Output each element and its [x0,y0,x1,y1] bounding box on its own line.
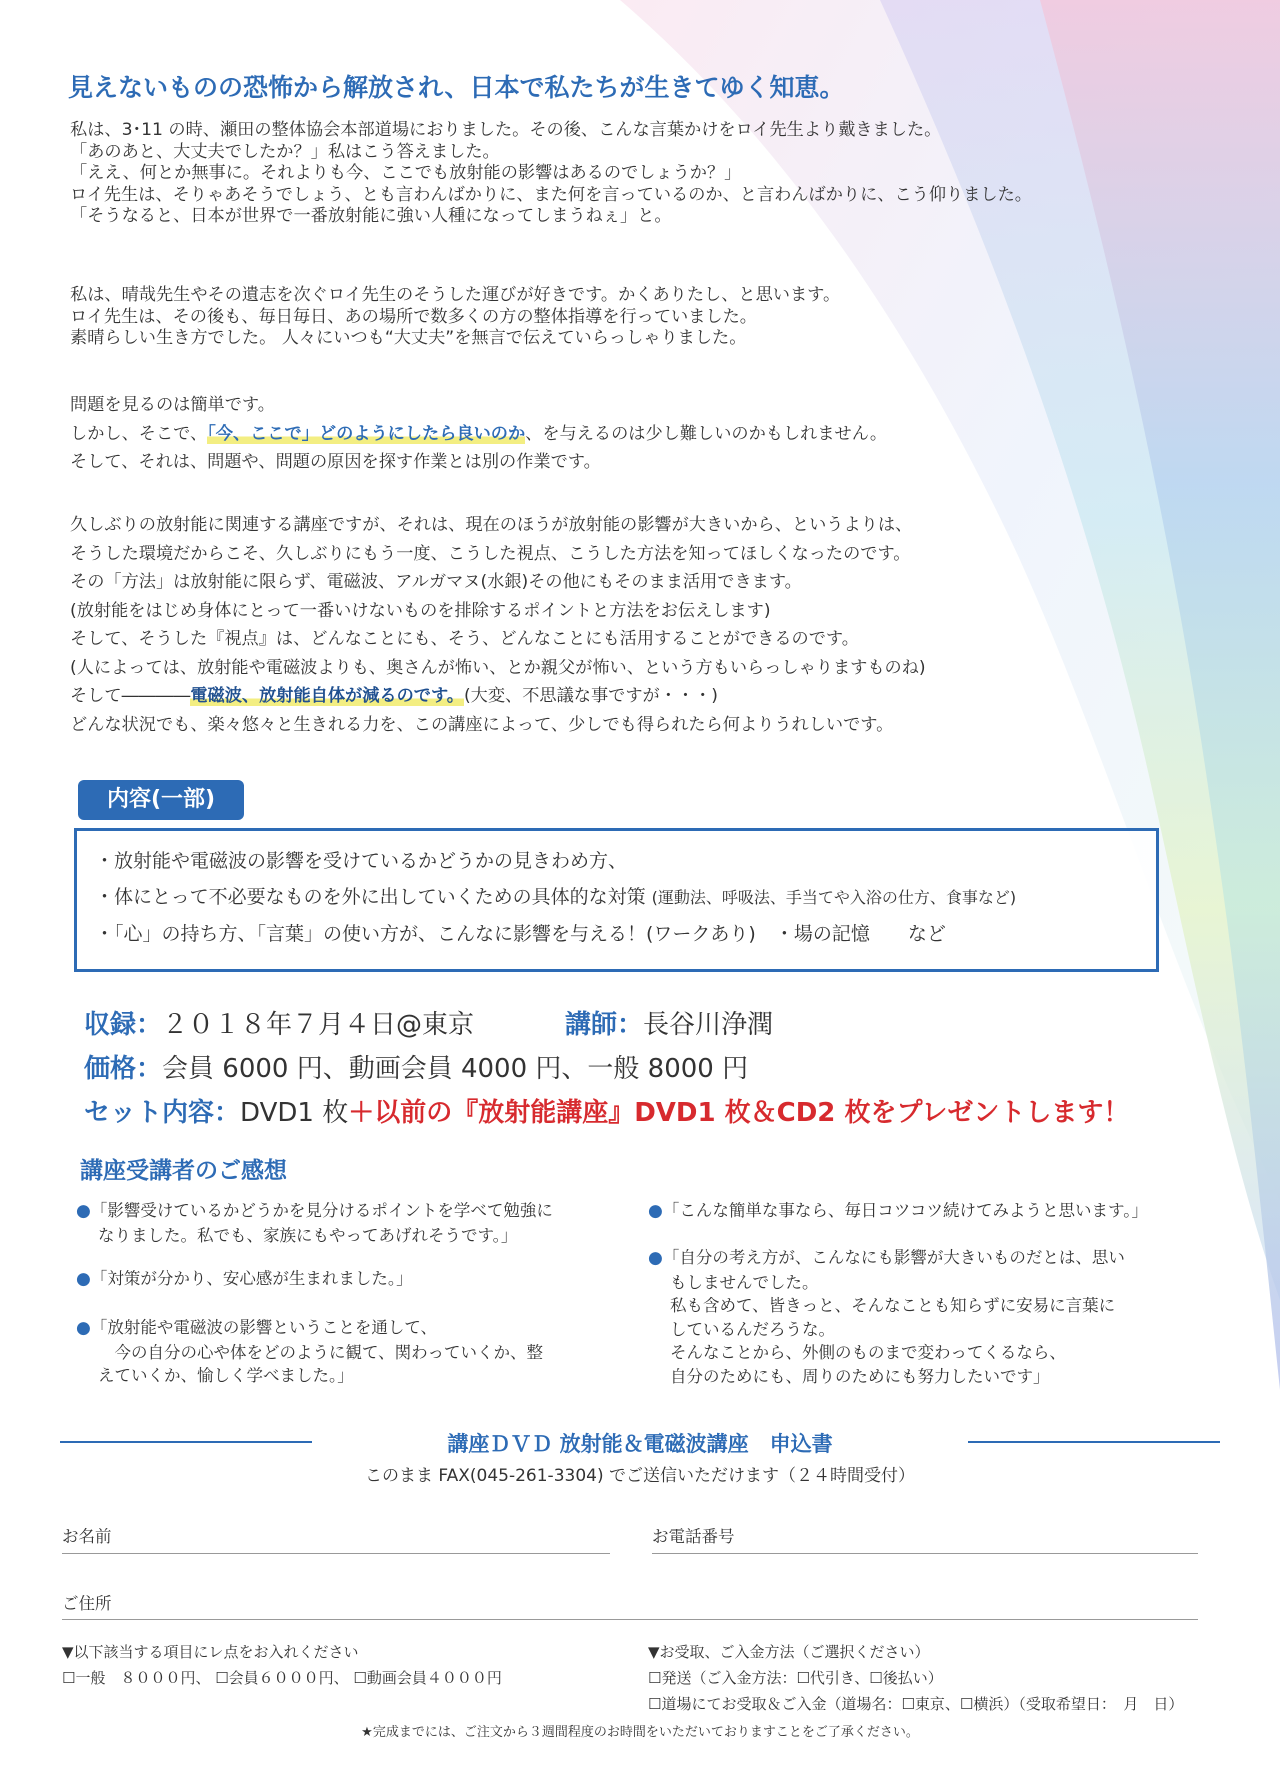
name-field[interactable] [62,1553,610,1554]
address-field[interactable] [62,1619,1198,1620]
course-line: 久しぶりの放射能に関連する講座ですが、それは、現在のほうが放射能の影響が大きいから、というよりは、 [70,515,913,535]
course-line: どんな状況でも、楽々悠々と生きれる力を、この講座によって、少しでも得られたら何よりうれしいです。 [70,714,894,735]
testimonial: ●「自分の考え方が、こんなにも影響が大きいものだとは、思い もしませんでした。 私も含めて、皆きっと、そんなことも知らずに安易に言葉に しているんだろうな。 そんなことから、外側のものまで変わってくるなら、 自分のためにも、周りのためにも努力したいです」 [648,1248,1125,1386]
course-line: そうした環境だからこそ、久しぶりにもう一度、こうした視点、こうした方法を知ってほしくなったのです。 [70,543,911,564]
receive-option-shipping[interactable]: ☐発送（ご入金方法：☐代引き、☐後払い） [648,1669,943,1687]
bullet-dot-icon: ● [76,1269,91,1289]
price-check-title: ▼以下該当する項目にレ点をお入れください [62,1643,359,1661]
problem-line: そして、それは、問題や、問題の原因を探す作業とは別の作業です。 [70,452,601,472]
price-info: 価格：会員 6000 円、動画会員 4000 円、一般 8000 円 [84,1054,749,1084]
lecturer-info: 講師：長谷川浄潤 [565,1010,774,1040]
receive-section [648,1639,1183,1717]
phone-label: お電話番号 [652,1527,735,1546]
price-check-section [62,1639,502,1691]
problem-line: 問題を見るのは簡単です。 [70,395,275,415]
content-item: ・体にとって不必要なものを外に出していくための具体的な対策 (運動法、呼吸法、手当てや入浴の仕方、食事など) [95,886,1017,908]
bullet-dot-icon: ● [76,1318,91,1338]
form-subtitle: このまま FAX(045-261-3304) でご送信いただけます（２４時間受付） [365,1466,915,1486]
intro-line: 「そうなると、日本が世界で一番放射能に強い人種になってしまうねぇ」と。 [70,206,672,226]
headline: 見えないものの恐怖から解放され、日本で私たちが生きてゆく知恵。 [68,73,845,102]
testimonials-title: 講座受講者のご感想 [80,1158,287,1184]
highlight-text: 電磁波、放射能自体が減るのです。 [190,686,464,706]
receive-title: ▼お受取、ご入金方法（ご選択ください） [648,1643,930,1661]
second-line: ロイ先生は、その後も、毎日毎日、あの場所で数多くの方の整体指導を行っていました。 [70,306,757,327]
second-line: 私は、晴哉先生やその遺志を次ぐロイ先生のそうした運びが好きです。かくありたし、と思います。 [70,285,841,305]
testimonial: ●「こんな簡単な事なら、毎日コツコツ続けてみようと思います。」 [648,1201,1148,1221]
present-text: ＋以前の『放射能講座』DVD1 枚＆CD2 枚をプレゼントします！ [348,1098,1130,1128]
course-line: (放射能をはじめ身体にとって一番いけないものを排除するポイントと方法をお伝えします) [70,600,771,621]
content-item: ・放射能や電磁波の影響を受けているかどうかの見きわめ方、 [95,850,628,872]
intro-line: ロイ先生は、そりゃあそうでしょう、とも言わんばかりに、また何を言っているのか、と言わんばかりに、こう仰りました。 [70,184,1032,205]
phone-field[interactable] [652,1553,1198,1554]
content-tab: 内容(一部) [78,780,244,820]
intro-line: 「ええ、何とか無事に。それよりも今、ここでも放射能の影響はあるのでしょうか？」 [70,163,742,183]
set-info: セット内容：DVD1 枚＋以前の『放射能講座』DVD1 枚＆CD2 枚をプレゼントします！ [84,1098,1130,1128]
intro-line: 「あのあと、大丈夫でしたか？」私はこう答えました。 [70,141,500,162]
intro-paragraph [70,120,1032,228]
bullet-dot-icon: ● [648,1248,663,1268]
problem-line: しかし、そこで、「今、ここで」どのようにしたら良いのか、を与えるのは少し難しいのかもしれません。 [70,423,888,444]
content-box [74,828,1159,972]
content-item: ・「心」の持ち方、「言葉」の使い方が、こんなに影響を与える！(ワークあり) ・場の記憶 など [95,923,946,945]
course-paragraph [70,511,926,739]
address-label: ご住所 [62,1594,112,1613]
course-line: その「方法」は放射能に限らず、電磁波、アルガマヌ(水銀)その他にもそのまま活用できます。 [70,572,802,592]
testimonial: ●「影響受けているかどうかを見分けるポイントを学べて勉強に なりました。私でも、家族にもやってあげれそうです。」 [76,1201,553,1245]
second-paragraph [70,285,840,350]
course-line: そして、そうした『視点』は、どんなことにも、そう、どんなことにも活用することができるのです。 [70,629,859,649]
form-title: 講座ＤＶＤ 放射能＆電磁波講座 申込書 [447,1432,833,1456]
name-label: お名前 [62,1527,112,1546]
receive-option-dojo[interactable]: ☐道場にてお受取＆ご入金（道場名：☐東京、☐横浜）（受取希望日： 月 日） [648,1695,1184,1713]
record-info: 収録：２０１８年７月４日@東京 [84,1010,475,1040]
course-line: (人によっては、放射能や電磁波よりも、奥さんが怖い、とか親父が怖い、という方もいらっしゃりますものね) [70,657,926,678]
footer-note: ★完成までには、ご注文から３週間程度のお時間をいただいておりますことをご了承ください。 [361,1725,919,1740]
highlight-text: 「今、ここで」どのようにしたら良いのか [207,423,526,444]
bullet-dot-icon: ● [648,1201,663,1221]
course-line: そして――――電磁波、放射能自体が減るのです。(大変、不思議な事ですが・・・) [70,686,719,706]
bullet-dot-icon: ● [76,1201,91,1221]
testimonial: ●「対策が分かり、安心感が生まれました。」 [76,1269,413,1289]
second-line: 素晴らしい生き方でした。 人々にいつも“大丈夫”を無言で伝えていらっしゃりました。 [70,328,747,348]
problem-paragraph [70,391,887,477]
price-check-options[interactable]: ☐一般 ８０００円、 ☐会員６０００円、 ☐動画会員４０００円 [62,1669,502,1687]
intro-line: 私は、3･11 の時、瀬田の整体協会本部道場におりました。その後、こんな言葉かけをロイ先生より戴きました。 [70,120,942,140]
testimonial: ●「放射能や電磁波の影響ということを通して、 今の自分の心や体をどのように観て、関わっていくか、整 えていくか、愉しく学べました。」 [76,1318,544,1385]
